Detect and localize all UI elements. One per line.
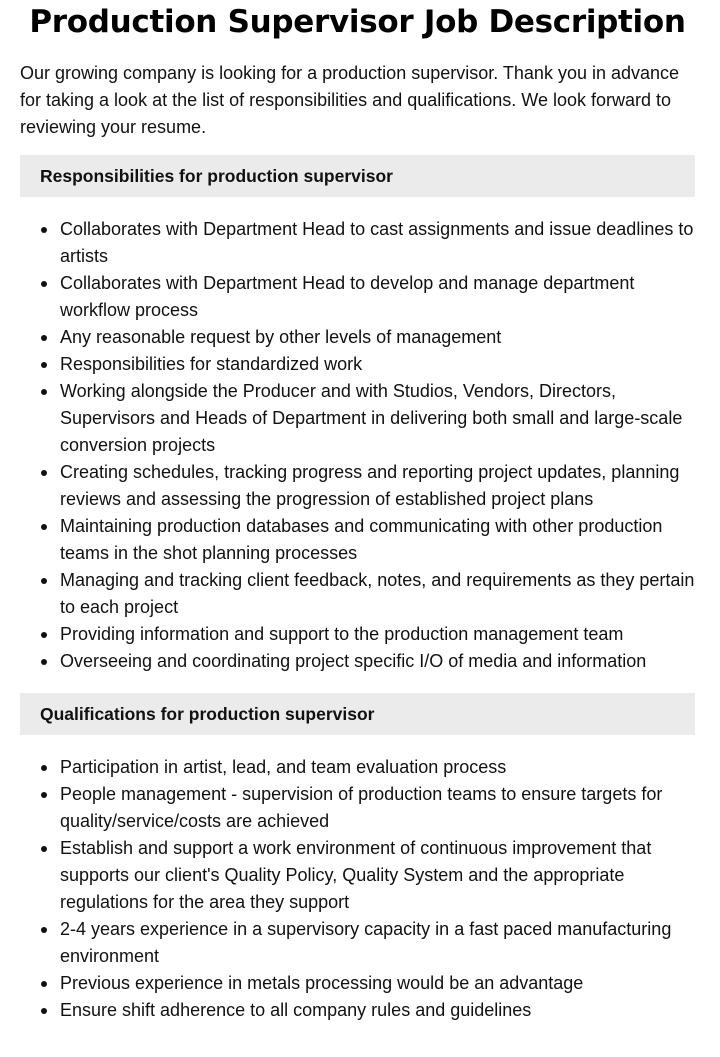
list-item [60, 997, 695, 1024]
list-item-text: Working alongside the Producer and with Studios, Vendors, Directors, Supervisors and Heads of Department in delivering both small and large-scale conversion projects [60, 381, 683, 455]
bullet-icon [41, 765, 47, 771]
bullet-icon [41, 227, 47, 233]
list-item-text: Managing and tracking client feedback, notes, and requirements as they pertain to each project [60, 570, 695, 617]
list-item [60, 459, 695, 513]
list-item [60, 513, 695, 567]
responsibilities-list [20, 216, 695, 675]
intro-paragraph: Our growing company is looking for a production supervisor. Thank you in advance for taking a look at the list of responsibilities and qualifications. We look forward to reviewing your resume. [20, 63, 680, 137]
qualifications-list [20, 754, 695, 1024]
list-item-text: Establish and support a work environment of continuous improvement that supports our client's Quality Policy, Quality System and the appropriate regulations for the area they support [60, 838, 652, 912]
list-item [60, 270, 695, 324]
list-item-text: Collaborates with Department Head to develop and manage department workflow process [60, 273, 635, 320]
bullet-icon [41, 389, 47, 395]
list-item-text: Collaborates with Department Head to cast assignments and issue deadlines to artists [60, 219, 694, 266]
bullet-icon [41, 470, 47, 476]
list-item-text: Overseeing and coordinating project specific I/O of media and information [60, 651, 647, 671]
list-item [60, 621, 695, 648]
qualifications-heading: Qualifications for production supervisor [20, 693, 695, 735]
list-item [60, 970, 695, 997]
list-item [60, 351, 695, 378]
list-item-text: Providing information and support to the production management team [60, 624, 624, 644]
page-title: Production Supervisor Job Description [29, 4, 686, 40]
list-item-text: Ensure shift adherence to all company rules and guidelines [60, 1000, 532, 1020]
responsibilities-heading: Responsibilities for production supervisor [20, 155, 695, 197]
list-item [60, 567, 695, 621]
list-item [60, 648, 695, 675]
list-item-text: 2-4 years experience in a supervisory capacity in a fast paced manufacturing environment [60, 919, 672, 966]
list-item [60, 378, 695, 459]
bullet-icon [41, 792, 47, 798]
bullet-icon [41, 578, 47, 584]
list-item-text: Participation in artist, lead, and team evaluation process [60, 757, 507, 777]
bullet-icon [41, 632, 47, 638]
bullet-icon [41, 981, 47, 987]
list-item [60, 781, 695, 835]
list-item-text: Creating schedules, tracking progress and reporting project updates, planning reviews and assessing the progression of established project plans [60, 462, 680, 509]
list-item-text: Any reasonable request by other levels of management [60, 327, 502, 347]
bullet-icon [41, 1008, 47, 1014]
list-item-text: Responsibilities for standardized work [60, 354, 363, 374]
list-item [60, 916, 695, 970]
list-item [60, 324, 695, 351]
list-item [60, 216, 695, 270]
bullet-icon [41, 335, 47, 341]
bullet-icon [41, 927, 47, 933]
bullet-icon [41, 524, 47, 530]
list-item-text: Previous experience in metals processing would be an advantage [60, 973, 584, 993]
bullet-icon [41, 281, 47, 287]
list-item-text: Maintaining production databases and communicating with other production teams in the shot planning processes [60, 516, 663, 563]
bullet-icon [41, 659, 47, 665]
list-item [60, 754, 695, 781]
bullet-icon [41, 362, 47, 368]
list-item-text: People management - supervision of production teams to ensure targets for quality/service/costs are achieved [60, 784, 663, 831]
bullet-icon [41, 846, 47, 852]
list-item [60, 835, 695, 916]
